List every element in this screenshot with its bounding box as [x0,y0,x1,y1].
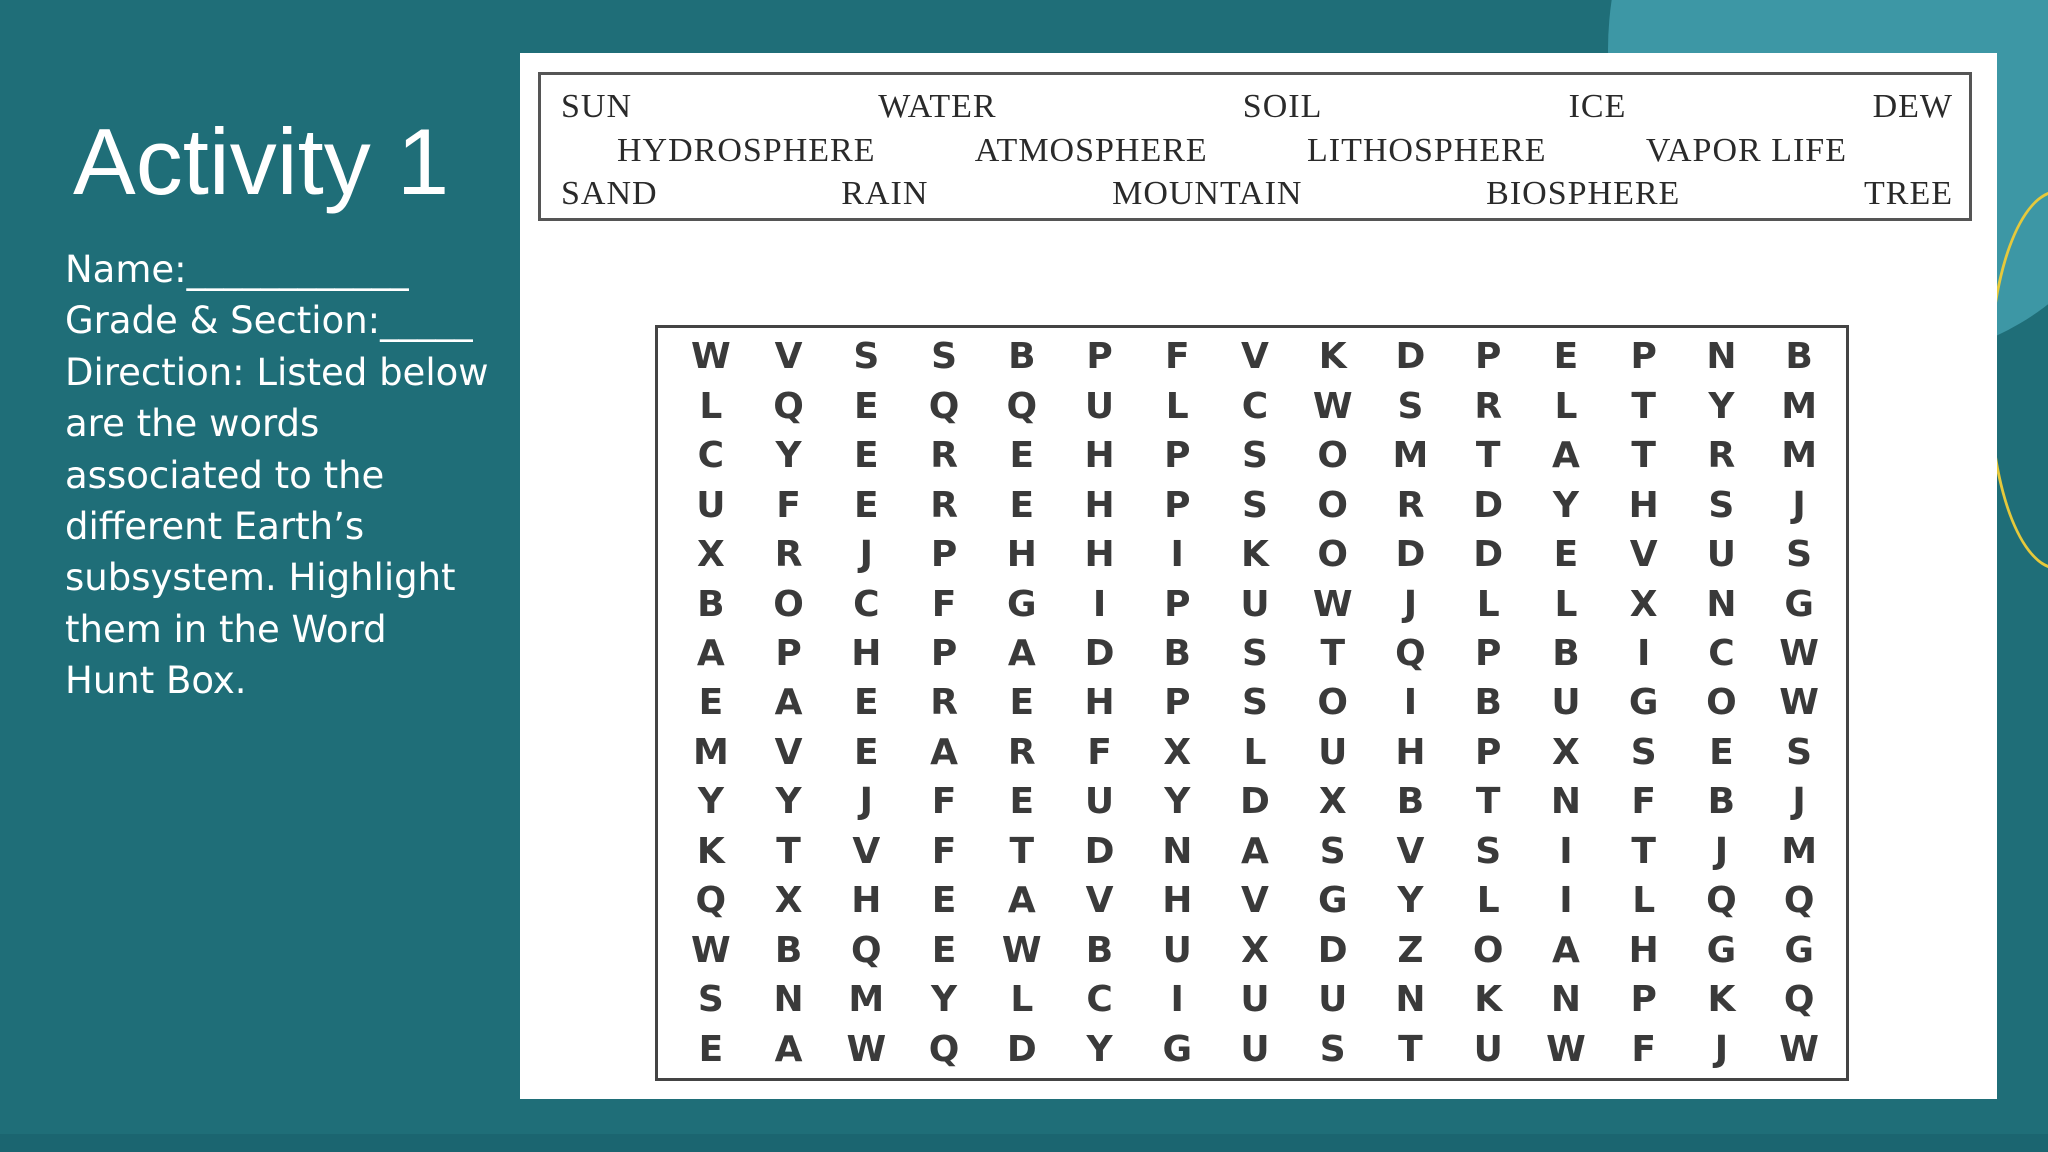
word-item: ICE [1568,88,1627,125]
grid-letter[interactable]: E [931,929,957,971]
grid-letter[interactable]: X [1629,583,1658,625]
grid-letter[interactable]: S [1475,830,1502,872]
grid-letter[interactable]: F [1631,1028,1656,1070]
grid-letter[interactable]: T [1631,385,1656,427]
grid-letter[interactable]: Q [695,880,727,922]
grid-letter[interactable]: O [773,583,804,625]
word-item: WATER [878,88,997,125]
grid-letter[interactable]: B [1474,682,1502,724]
grid-letter[interactable]: J [1792,484,1806,526]
grid-letter[interactable]: S [1397,385,1424,427]
grid-letter[interactable]: L [699,385,723,427]
grid-letter[interactable]: N [1395,979,1426,1021]
grid-letter[interactable]: O [1472,929,1504,971]
grid-letter[interactable]: B [1163,633,1191,675]
word-list-row [561,175,1953,213]
grid-letter[interactable]: L [1243,731,1267,773]
grid-letter[interactable]: K [1707,979,1736,1021]
grid-letter[interactable]: S [1708,484,1735,526]
grid-letter[interactable]: F [776,484,801,526]
grid-letter[interactable]: T [1475,435,1501,477]
grid-letter[interactable]: B [1552,633,1580,675]
grid-letter[interactable]: A [930,731,958,773]
grid-letter[interactable]: B [1707,781,1736,823]
grid-letter[interactable]: I [1170,979,1184,1021]
grid-letter[interactable]: L [1165,385,1189,427]
grid-letter[interactable]: S [1319,830,1346,872]
grid-letter[interactable]: Q [1706,880,1737,922]
grid-letter[interactable]: V [1241,880,1269,922]
grid-letter[interactable]: K [1241,534,1269,576]
grid-letter[interactable]: R [1707,435,1736,477]
grid-letter[interactable]: S [1786,534,1813,576]
grid-letter[interactable]: Y [1708,385,1735,427]
grid-letter[interactable]: Y [931,979,958,1021]
grid-letter[interactable]: X [1552,731,1580,773]
grid-letter[interactable]: A [774,1028,803,1070]
grid-letter[interactable]: A [1007,880,1036,922]
grid-letter[interactable]: J [859,781,874,823]
grid-letter[interactable]: X [1318,781,1347,823]
grid-letter[interactable]: G [1007,583,1037,625]
grid-letter[interactable]: E [1553,534,1579,576]
grid-letter[interactable]: U [1706,534,1737,576]
grid-letter[interactable]: E [854,731,879,773]
grid-letter[interactable]: H [1628,929,1659,971]
grid-letter[interactable]: I [1559,880,1573,922]
grid-letter[interactable]: J [1403,583,1418,625]
grid-letter[interactable]: L [1476,583,1500,625]
grid-letter[interactable]: P [1086,336,1113,378]
grid-letter[interactable]: E [1009,435,1035,477]
grid-letter[interactable]: S [931,336,958,378]
word-list-box [538,72,1972,221]
grid-letter[interactable]: H [851,633,882,675]
grid-letter[interactable]: P [930,633,958,675]
grid-letter[interactable]: R [1007,731,1036,773]
grid-letter[interactable]: D [1084,633,1115,675]
grid-letter[interactable]: A [774,682,803,724]
grid-letter[interactable]: U [1318,979,1348,1021]
grid-letter[interactable]: U [1318,731,1348,773]
grid-letter[interactable]: E [1553,336,1579,378]
grid-letter[interactable]: R [930,435,958,477]
word-item: RAIN [841,175,929,212]
word-hunt-grid [655,325,1849,1081]
grid-letter[interactable]: S [1786,731,1813,773]
grid-letter[interactable]: O [1317,484,1349,526]
grid-letter[interactable]: N [773,979,804,1021]
direction-line: are the words [65,402,320,446]
grid-letter[interactable]: V [852,830,881,872]
grid-letter[interactable]: R [774,534,803,576]
grid-letter[interactable]: D [1084,830,1115,872]
grid-letter[interactable]: R [1396,484,1425,526]
grid-letter[interactable]: K [1318,336,1347,378]
grid-letter[interactable]: Y [1164,781,1191,823]
grid-letter[interactable]: D [1473,534,1504,576]
grid-letter[interactable]: Q [851,929,882,971]
grid-letter[interactable]: E [854,682,879,724]
grid-letter[interactable]: P [1475,336,1502,378]
word-item: SUN [561,88,633,125]
grid-letter[interactable]: W [1001,929,1042,971]
grid-letter[interactable]: M [1781,385,1818,427]
grid-letter[interactable]: Y [1086,1028,1113,1070]
grid-letter[interactable]: G [1784,929,1814,971]
grid-letter[interactable]: W [691,336,731,378]
grid-letter[interactable]: R [930,484,958,526]
grid-letter[interactable]: U [1240,583,1270,625]
grid-letter[interactable]: C [1086,979,1113,1021]
grid-letter[interactable]: U [1084,385,1115,427]
grid-letter[interactable]: M [1392,435,1429,477]
grid-letter[interactable]: W [846,1028,887,1070]
grid-letter[interactable]: F [931,583,957,625]
grid-letter[interactable]: S [1242,682,1268,724]
grid-letter[interactable]: T [1398,1028,1423,1070]
grid-letter[interactable]: I [1403,682,1418,724]
grid-letter[interactable]: I [1092,583,1107,625]
grid-letter[interactable]: Y [775,781,802,823]
word-item: VAPOR LIFE [1645,132,1847,169]
grid-letter[interactable]: H [1395,731,1426,773]
grid-letter[interactable]: B [1785,336,1813,378]
grid-letter[interactable]: W [691,929,731,971]
grid-letter[interactable]: W [1779,633,1819,675]
grid-letter[interactable]: Y [697,781,724,823]
grid-letter[interactable]: J [1714,830,1729,872]
grid-letter[interactable]: W [1546,1028,1586,1070]
word-item: HYDROSPHERE [617,132,876,169]
grid-letter[interactable]: T [1631,830,1656,872]
grid-letter[interactable]: G [1317,880,1348,922]
grid-letter[interactable]: H [851,880,882,922]
grid-letter[interactable]: E [854,385,879,427]
grid-letter[interactable]: S [697,979,724,1021]
grid-letter[interactable]: B [1085,929,1114,971]
grid-letter[interactable]: H [1084,435,1115,477]
bottom-band [0,1134,2048,1152]
grid-letter[interactable]: M [1781,830,1818,872]
grid-letter[interactable]: P [1475,731,1502,773]
word-item: ATMOSPHERE [974,132,1208,169]
grid-letter[interactable]: E [698,682,724,724]
grid-letter[interactable]: F [1631,781,1656,823]
grid-letter[interactable]: L [1010,979,1034,1021]
grid-letter[interactable]: E [854,484,879,526]
grid-letter[interactable]: D [1240,781,1270,823]
grid-letter[interactable]: P [1630,336,1657,378]
grid-letter[interactable]: C [1241,385,1269,427]
direction-line: different Earth’s [65,505,365,549]
grid-letter[interactable]: P [930,534,958,576]
grid-letter[interactable]: W [1312,583,1353,625]
grid-letter[interactable]: H [1084,682,1115,724]
grid-letter[interactable]: P [1164,435,1191,477]
worksheet-panel [520,53,1997,1099]
grid-letter[interactable]: O [1317,435,1349,477]
grid-letter[interactable]: X [1241,929,1269,971]
grid-letter[interactable]: P [1164,583,1191,625]
direction-line: associated to the [65,453,385,497]
grid-letter[interactable]: Q [928,385,960,427]
grid-letter[interactable]: E [698,1028,724,1070]
grid-letter[interactable]: M [1781,435,1818,477]
grid-letter[interactable]: U [1162,929,1192,971]
grid-letter[interactable]: B [697,583,725,625]
grid-letter[interactable]: D [1006,1028,1037,1070]
direction-line: them in the Word [65,607,387,651]
grid-letter[interactable]: L [1476,880,1500,922]
grid-letter[interactable]: T [776,830,801,872]
name-line: Name:____________ [65,248,409,291]
grid-letter[interactable]: L [1632,880,1656,922]
grid-letter[interactable]: E [1009,781,1035,823]
grid-letter[interactable]: U [1240,979,1270,1021]
grid-letter[interactable]: X [696,534,725,576]
grid-letter[interactable]: A [1551,929,1580,971]
word-list-row [561,88,1953,126]
grid-letter[interactable]: V [774,336,803,378]
grid-letter[interactable]: F [931,781,957,823]
grid-letter[interactable]: T [1009,830,1035,872]
grid-letter[interactable]: G [1784,583,1814,625]
grid-letter[interactable]: E [931,880,957,922]
grid-letter[interactable]: Q [1006,385,1038,427]
grid-letter[interactable]: I [1559,830,1573,872]
grid-letter[interactable]: G [1162,1028,1193,1070]
grid-letter[interactable]: X [1163,731,1192,773]
grid-letter[interactable]: G [1628,682,1659,724]
grid-letter[interactable]: M [848,979,885,1021]
grid-letter[interactable]: T [1475,781,1501,823]
grid-letter[interactable]: B [774,929,803,971]
grid-letter[interactable]: S [1319,1028,1346,1070]
grid-letter[interactable]: N [1706,336,1737,378]
grid-letter[interactable]: U [1084,781,1115,823]
grid-letter[interactable]: V [1629,534,1658,576]
grid-letter[interactable]: C [697,435,725,477]
grid-letter[interactable]: Q [1783,979,1815,1021]
grid-letter[interactable]: A [1241,830,1269,872]
grid-letter[interactable]: U [1551,682,1581,724]
word-item: SOIL [1242,88,1323,125]
direction-text [65,244,489,707]
grid-letter[interactable]: V [1396,830,1425,872]
grid-letter[interactable]: B [1008,336,1036,378]
grid-letter[interactable]: Y [1397,880,1424,922]
grid-letter[interactable]: M [692,731,729,773]
grid-letter[interactable]: Q [1783,880,1815,922]
grid-letter[interactable]: Y [1552,484,1579,526]
grid-letter[interactable]: U [1473,1028,1503,1070]
grid-letter[interactable]: D [1317,929,1348,971]
grid-letter[interactable]: H [1162,880,1193,922]
grid-letter[interactable]: P [1164,682,1191,724]
grid-letter[interactable]: U [1240,1028,1270,1070]
grid-letter[interactable]: H [1006,534,1037,576]
grid-letter[interactable]: S [1242,435,1268,477]
grid-letter[interactable]: Q [1395,633,1426,675]
grid-letter[interactable]: J [1792,781,1806,823]
grid-letter[interactable]: S [1630,731,1657,773]
grid-letter[interactable]: W [1779,682,1819,724]
grid-letter[interactable]: V [1241,336,1269,378]
grid-letter[interactable]: N [1162,830,1193,872]
grid-letter[interactable]: Y [775,435,802,477]
grid-letter[interactable]: H [1084,484,1115,526]
grid-letter[interactable]: U [696,484,726,526]
grid-letter[interactable]: P [1630,979,1657,1021]
grid-letter[interactable]: X [774,880,803,922]
grid-letter[interactable]: S [1242,633,1268,675]
word-item: DEW [1872,88,1953,125]
direction-line: subsystem. Highlight [65,556,456,600]
grid-letter[interactable]: A [696,633,725,675]
word-item: TREE [1864,175,1953,212]
grid-letter[interactable]: E [1709,731,1734,773]
grid-letter[interactable]: F [1087,731,1112,773]
grid-letter[interactable]: G [1706,929,1737,971]
grid-letter[interactable]: K [696,830,725,872]
grid-letter[interactable]: H [1628,484,1659,526]
grid-letter[interactable]: J [1714,1028,1729,1070]
grid-letter[interactable]: N [1706,583,1737,625]
grid-letter[interactable]: L [1554,385,1578,427]
grid-letter[interactable]: J [859,534,874,576]
grid-letter[interactable]: W [1312,385,1353,427]
grid-letter[interactable]: O [1706,682,1737,724]
slide-title: Activity 1 [73,109,450,214]
grid-letter[interactable]: W [1779,1028,1819,1070]
grid-letter[interactable]: O [1317,534,1349,576]
grid-letter[interactable]: B [1396,781,1425,823]
grid-letter[interactable]: P [1475,633,1502,675]
grid-letter[interactable]: H [1084,534,1115,576]
grid-letter[interactable]: D [1395,336,1426,378]
grid-letter[interactable]: T [1631,435,1656,477]
grid-letter[interactable]: D [1473,484,1504,526]
grid-letter[interactable]: E [1009,484,1035,526]
grid-letter[interactable]: R [930,682,958,724]
grid-letter[interactable]: K [1474,979,1503,1021]
grid-letter[interactable]: R [1474,385,1503,427]
word-item: SAND [561,175,658,212]
grid-letter[interactable]: V [774,731,803,773]
grid-letter[interactable]: C [1708,633,1735,675]
word-list-row [617,132,1847,170]
grid-letter[interactable]: F [931,830,957,872]
grid-letter[interactable]: O [1317,682,1349,724]
direction-line: Direction: Listed below [65,350,489,394]
grade-section-line: Grade & Section:_____ [65,299,473,343]
grid-letter[interactable]: Z [1397,929,1424,971]
grid-letter[interactable]: N [1550,781,1581,823]
grid-letter[interactable]: E [854,435,879,477]
grid-letter[interactable]: T [1320,633,1345,675]
grid-letter[interactable]: D [1395,534,1426,576]
grid-letter[interactable]: F [1164,336,1190,378]
grid-letter[interactable]: E [1009,682,1035,724]
grid-letter[interactable]: L [1554,583,1578,625]
grid-letter[interactable]: I [1636,633,1651,675]
grid-letter[interactable]: V [1085,880,1114,922]
grid-letter[interactable]: C [853,583,880,625]
word-item: BIOSPHERE [1486,175,1681,212]
grid-letter[interactable]: I [1170,534,1184,576]
grid-letter[interactable]: P [775,633,802,675]
word-item: MOUNTAIN [1112,175,1303,212]
grid-letter[interactable]: Q [773,385,804,427]
direction-line: Hunt Box. [65,659,247,703]
grid-letter[interactable]: A [1007,633,1036,675]
grid-letter[interactable]: Q [928,1028,960,1070]
grid-letter[interactable]: S [1242,484,1268,526]
word-item: LITHOSPHERE [1306,132,1547,169]
grid-letter[interactable]: N [1550,979,1581,1021]
grid-letter[interactable]: A [1551,435,1580,477]
grid-letter[interactable]: P [1164,484,1191,526]
grid-letter[interactable]: S [853,336,880,378]
